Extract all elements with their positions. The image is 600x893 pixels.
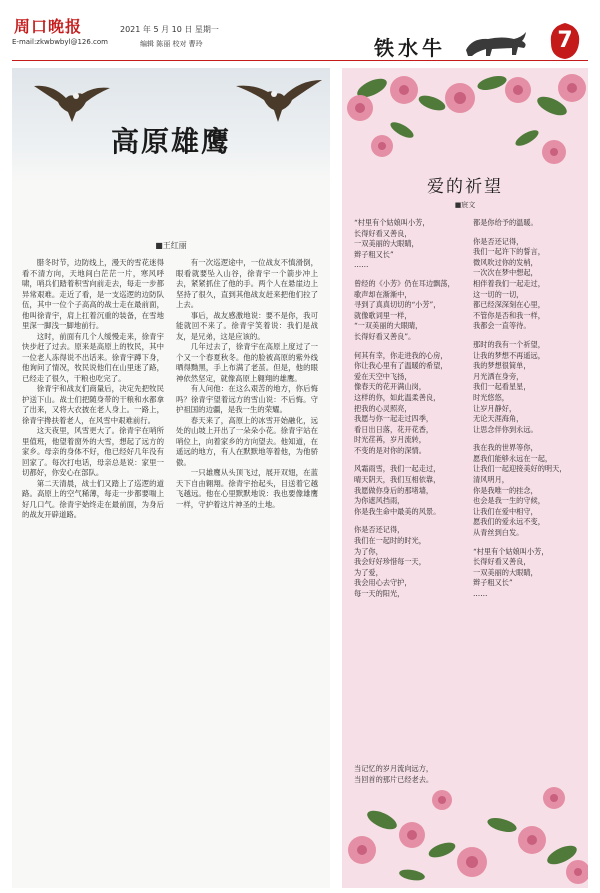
eagle-icon — [234, 76, 324, 124]
poem-line: 那时的我有一个祈望， — [473, 339, 545, 349]
poem-line: 为了你， — [354, 546, 383, 556]
poem-title: 爱的祈望 — [427, 177, 503, 197]
poem-line: 晴天阴天，我们互相依靠， — [354, 475, 441, 485]
poem-line: “一双美丽的大眼睛， — [354, 321, 423, 331]
poem-line: 我会好好珍惜每一天， — [354, 557, 426, 567]
poem-article — [342, 68, 588, 888]
poem-line: 不管你是否和我一样， — [473, 310, 545, 320]
poem-line: 我们一起看星星， — [473, 382, 531, 392]
poem-line: 微风吹过你的发梢， — [473, 257, 538, 267]
paragraph: 这时，前面有几个人缓慢走来，徐青宇快步赶了过去。原来是高原上的牧民，其中一位老人冻得说不出话来。徐青宇蹲下身，他询问了情况，牧民说他们在山里迷了路，已经走了很久，干粮也吃完了。 — [22, 331, 164, 383]
paragraph: 事后，战友感激地说：要不是你，我可能就回不来了。徐青宇笑着说：我们是战友，是兄弟，这是应该的。 — [176, 310, 318, 341]
poem-line: 一次次在梦中想起， — [473, 268, 538, 278]
newspaper-logo: 周口晚报 — [14, 17, 83, 36]
poem-line: …… — [354, 260, 369, 270]
poem-byline: ■宸文 — [454, 201, 476, 209]
poem-line: 把我的心灵照亮， — [354, 403, 412, 413]
contact-email: E-mail:zkwbwbyl@126.com — [12, 38, 108, 46]
poem-line: 让我们在爱中相守， — [473, 506, 538, 516]
poem-line: 你是我生命中最美的风景。 — [354, 506, 441, 516]
poem-line: 为了爱， — [354, 567, 383, 577]
poem-stanza — [354, 464, 459, 517]
paragraph: 几年过去了，徐青宇在高原上度过了一个又一个春夏秋冬。他的脸被高原的紫外线晒得黝黑，手上布满了老茧。但是，他的眼神依然坚定，就像高原上翱翔的雄鹰。 — [176, 342, 318, 383]
poem-line: 就像歌词里一样， — [354, 310, 412, 320]
paragraph: 有一次巡逻途中，一位战友不慎滑倒，眼看就要坠入山谷，徐青宇一个箭步冲上去，紧紧抓住了他的手。两个人在悬崖边上坚持了很久，直到其他战友赶来把他们拉了上去。 — [176, 258, 318, 309]
poem-line: 歌声却在渐渐中， — [354, 289, 412, 299]
poem-line: …… — [473, 589, 488, 598]
poem-line: 也会是我一生的守候， — [473, 496, 545, 506]
poem-line: 看日出日落，花开花香， — [354, 424, 434, 434]
poem-line: 这样的你，如此温柔善良， — [354, 392, 441, 402]
section-title: 铁水牛 — [374, 36, 446, 60]
paragraph: 这天夜里，风雪更大了。徐青宇在哨所里值班，他望着窗外的大雪，想起了远方的家乡。母亲的身体不好，他已经好几年没有回家了。每次打电话，母亲总是说：家里一切都好，你安心在部队。 — [22, 426, 164, 477]
poem-line: 风霜雨雪，我们一起走过， — [354, 464, 441, 474]
poem-line: 时光荏苒，岁月流转， — [354, 435, 426, 445]
paragraph: 徐青宇和战友们商量后，决定先把牧民护送下山。战士们把随身带的干粮和水都拿了出来，又将大衣披在老人身上。一路上，徐青宇搀扶着老人，在风雪中艰难前行。 — [22, 384, 164, 425]
poem-line: 都是你给予的温暖。 — [473, 218, 538, 227]
poem-line: 愿我们的爱永远不变， — [473, 517, 545, 527]
poem-line: 我愿与你一起走过四季， — [354, 414, 434, 424]
poem-line: 我在我的世界等你， — [473, 443, 538, 453]
rose-border-icon — [342, 68, 588, 178]
poem-line: 你让我心里有了温暖的希望， — [354, 361, 448, 371]
bull-icon — [462, 28, 532, 58]
poem-line: 让我们一起迎接美好的明天， — [473, 464, 567, 474]
poem-stanza — [354, 218, 459, 271]
poem-line: 爱在天空中飞扬， — [354, 371, 412, 381]
poem-line: 寻到了真真切切的“小芳”， — [354, 300, 441, 310]
poem-line: 一双美丽的大眼睛， — [473, 567, 538, 577]
poem-line: 曾经的《小芳》仍在耳边飘荡， — [354, 278, 455, 288]
article-title: 高原雄鹰 — [110, 125, 231, 158]
poem-stanza — [473, 340, 578, 435]
poem-line: 让我的梦想不再遥远， — [473, 350, 545, 360]
poem-line: 你是否还记得， — [354, 525, 405, 535]
poem-line: 你是否还记得， — [473, 236, 524, 246]
rose-border-icon — [342, 780, 588, 888]
paragraph: 一只雄鹰从头顶飞过，展开双翅，在蓝天下自由翱翔。徐青宇抬起头，目送着它越飞越远。他在心里默默地说：我也要像雄鹰一样，守护着这片神圣的土地。 — [176, 468, 318, 509]
poem-stanza — [473, 443, 578, 538]
poem-line: 何其有幸，你走进我的心房， — [354, 350, 448, 360]
poem-line: 愿我们能够永远在一起， — [473, 453, 553, 463]
article-byline: ■王红丽 — [155, 241, 187, 250]
poem-body — [354, 218, 578, 778]
poem-stanza — [354, 351, 459, 457]
editor-credits: 编辑 陈丽 校对 曹玲 — [140, 40, 203, 48]
poem-stanza — [354, 279, 459, 343]
header-divider — [12, 60, 588, 61]
poem-line: 我们一起许下的誓言， — [473, 247, 545, 257]
eagle-icon — [32, 80, 112, 124]
poem-line: 辫子粗又长” — [354, 249, 394, 259]
poem-line: 当记忆的岁月流向远方， — [354, 764, 434, 773]
poem-line: 让岁月静好， — [473, 403, 517, 413]
poem-line: 月光洒在身旁， — [473, 371, 524, 381]
poem-line: 我的梦想很简单， — [473, 361, 531, 371]
paragraph: 有人问他：在这么艰苦的地方，你后悔吗？徐青宇望着远方的雪山说：不后悔。守护祖国的边疆，是我一生的荣耀。 — [176, 384, 318, 414]
poem-line: 辫子粗又长” — [473, 578, 513, 588]
paragraph: 春天来了，高原上的冰雪开始融化，远处的山坡上开出了一朵朵小花。徐青宇站在哨位上，向着家乡的方向望去。他知道，在遥远的地方，有人在默默地等着他，为他骄傲。 — [176, 415, 318, 467]
poem-line: “村里有个姑娘叫小芳， — [354, 218, 430, 227]
poem-line: 时光悠悠， — [473, 392, 509, 402]
poem-line: 这一切的一切， — [473, 289, 524, 299]
poem-line: 我会用心去守护， — [354, 578, 412, 588]
issue-date: 2021 年 5 月 10 日 星期一 — [120, 25, 219, 34]
poem-line: 你是我唯一的挂念， — [473, 485, 538, 495]
poem-line: 清风明月， — [473, 475, 509, 485]
poem-stanza — [473, 547, 578, 600]
poem-line: 从青丝到白发。 — [473, 528, 524, 538]
poem-line: 都已经深深刻在心里， — [473, 300, 545, 310]
left-article — [12, 68, 330, 888]
poem-line: 我们在一起时的时光， — [354, 536, 426, 546]
poem-line: “村里有个姑娘叫小芳， — [473, 546, 549, 556]
masthead — [0, 0, 600, 62]
poem-line: 为你遮风挡雨， — [354, 496, 405, 506]
poem-line: 像春天的花开满山岗， — [354, 382, 426, 392]
poem-line: 当回首的那片已经老去。 — [354, 774, 434, 784]
poem-stanza — [473, 237, 578, 332]
paragraph: 腊冬时节，边防线上，漫天的雪花迷得看不清方向，天地间白茫茫一片，寒风呼啸，哨兵们踏着积雪向前走去，每走一步都异常艰难。走近了看，是一支巡逻的边防队伍，其中一位个子高高的战士走在最前面，他叫徐青宇，肩上扛着沉重的装备，在雪地里深一脚浅一脚地前行。 — [22, 258, 164, 330]
paragraph: 第二天清晨，战士们又踏上了巡逻的道路。高原上的空气稀薄，每走一步都要喘上好几口气。徐青宇始终走在最前面，为身后的战友开辟道路。 — [22, 478, 164, 519]
poem-line: 一双美丽的大眼睛， — [354, 239, 419, 249]
poem-line: 每一天的阳光， — [354, 589, 405, 598]
poem-line: 我愿做你身后的那堵墙， — [354, 485, 434, 495]
poem-line: 长得好看又善良”。 — [354, 331, 416, 341]
poem-line: 不变的是对你的深情。 — [354, 445, 426, 455]
poem-line: 让思念伴你到永远。 — [473, 424, 538, 434]
poem-line: 相伴着我们一起走过， — [473, 278, 545, 288]
poem-line: 长得好看又善良， — [354, 228, 412, 238]
poem-line: 我都会一直等待。 — [473, 321, 531, 331]
poem-line: 长得好看又善良， — [473, 557, 531, 567]
article-body — [22, 258, 318, 886]
page-number: 7 — [557, 28, 573, 53]
poem-line: 无论天涯海角， — [473, 414, 524, 424]
